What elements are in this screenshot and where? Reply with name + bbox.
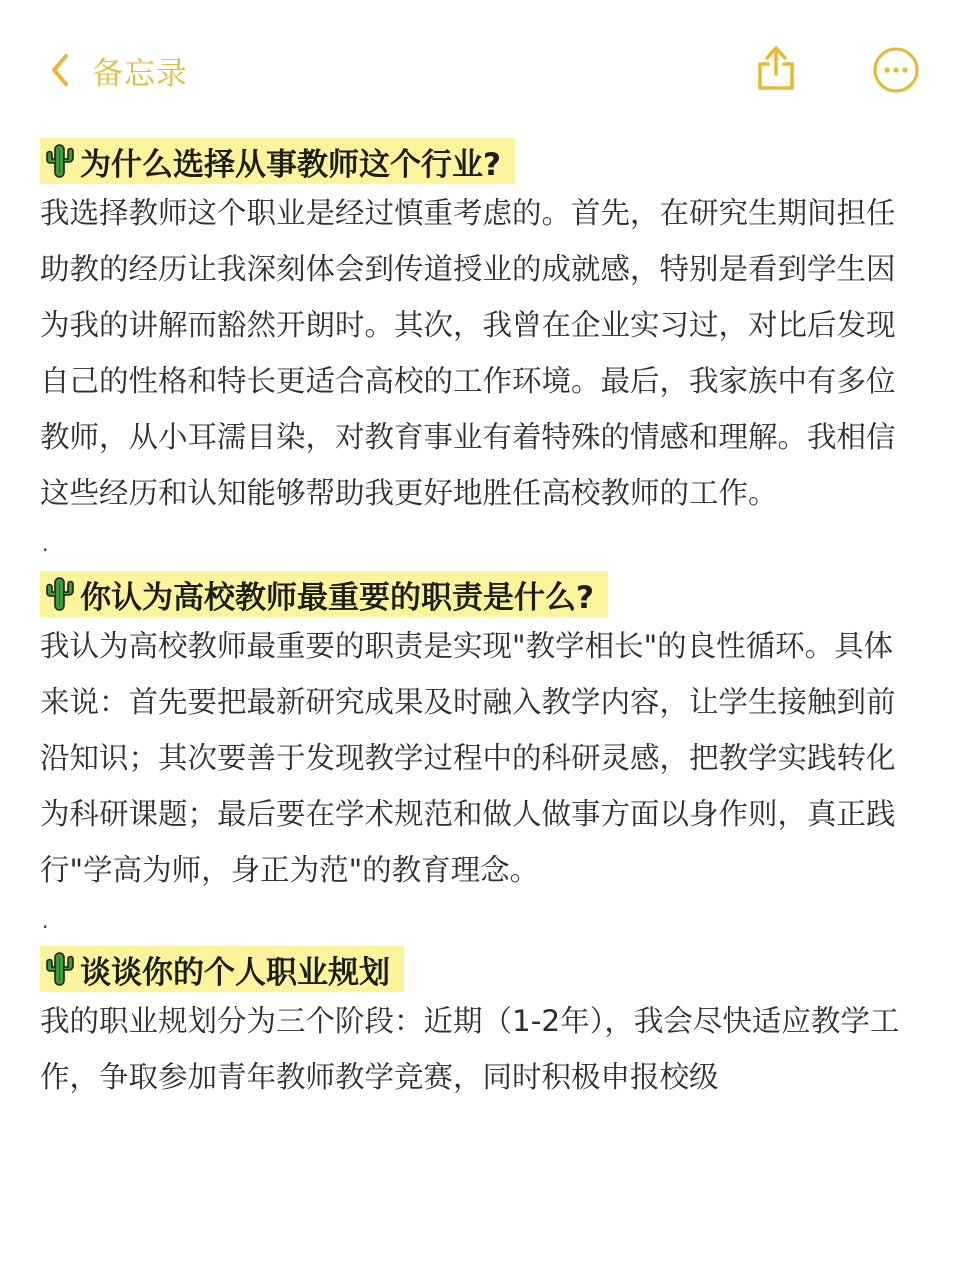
nav-bar: [0, 0, 960, 130]
cactus-icon: [42, 574, 76, 614]
back-button[interactable]: [50, 48, 188, 92]
section-heading: [40, 138, 515, 184]
separator-dot: .: [42, 909, 49, 933]
note-content: [40, 138, 920, 1105]
section-body: 我认为高校教师最重要的职责是实现"教学相长"的良性循环。具体来说：首先要把最新研究成果及时融入教学内容，让学生接触到前沿知识；其次要善于发现教学过程中的科研灵感，把教学实践转化为科研课题；最后要在学术规范和做人做事方面以身作则，真正践行"学高为师，身正为范"的教育理念。: [40, 629, 896, 887]
section-body: 我选择教师这个职业是经过慎重考虑的。首先，在研究生期间担任助教的经历让我深刻体会到传道授业的成就感，特别是看到学生因为我的讲解而豁然开朗时。其次，我曾在企业实习过，对比后发现自己的性格和特长更适合高校的工作环境。最后，我家族中有多位教师，从小耳濡目染，对教育事业有着特殊的情感和理解。我相信这些经历和认知能够帮助我更好地胜任高校教师的工作。: [40, 196, 896, 510]
section-heading-text: 谈谈你的个人职业规划: [80, 954, 390, 991]
section-heading-text: 你认为高校教师最重要的职责是什么?: [80, 579, 594, 616]
section-heading: [40, 946, 404, 992]
cactus-icon: [42, 141, 76, 181]
note-section: [40, 138, 920, 521]
note-section: [40, 946, 920, 1105]
separator-dot: .: [42, 532, 49, 556]
more-icon: [872, 46, 920, 94]
section-body: 我的职业规划分为三个阶段：近期（1-2年），我会尽快适应教学工作，争取参加青年教师教学竞赛，同时积极申报校级: [40, 1004, 900, 1094]
section-heading: [40, 571, 608, 617]
back-label: 备忘录: [92, 55, 188, 92]
more-button[interactable]: [872, 46, 920, 94]
cactus-icon: [42, 949, 76, 989]
share-icon: [754, 44, 798, 92]
chevron-left-icon: [50, 53, 70, 87]
section-heading-text: 为什么选择从事教师这个行业?: [80, 146, 501, 183]
note-section: [40, 571, 920, 898]
share-button[interactable]: [754, 44, 798, 92]
